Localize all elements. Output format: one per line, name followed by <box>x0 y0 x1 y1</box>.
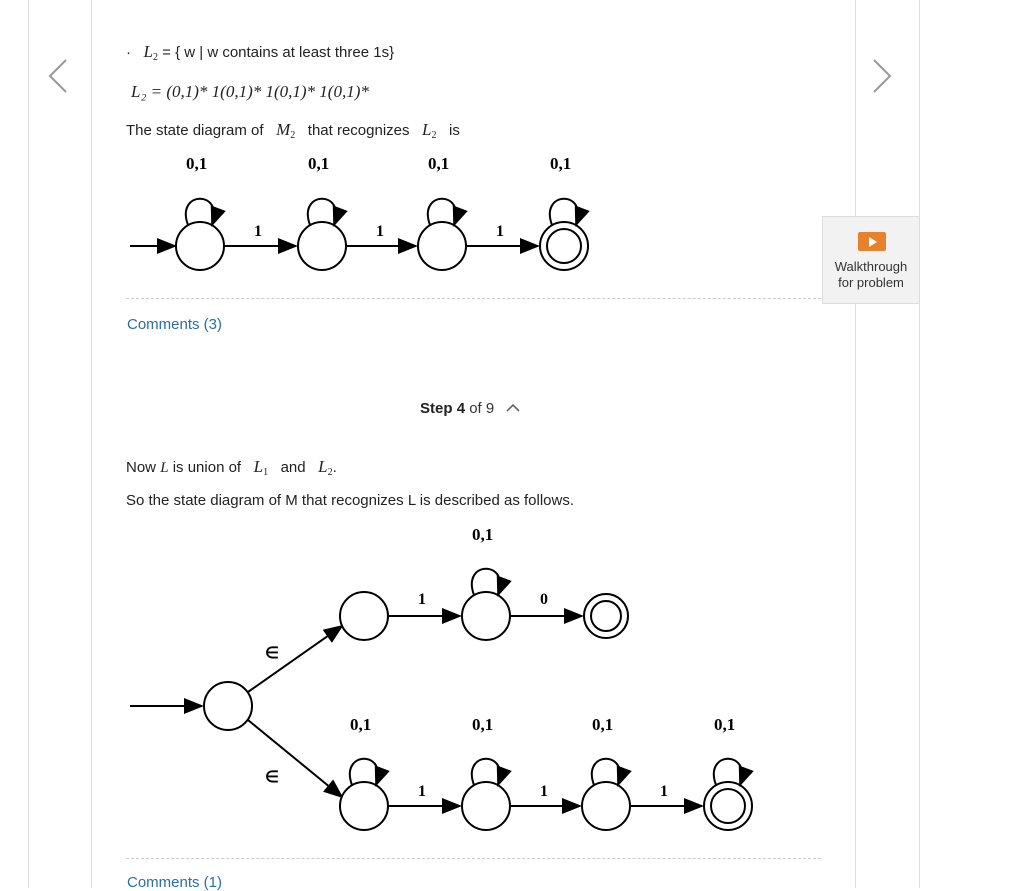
state-q3-accept <box>540 199 588 270</box>
upper-edge-label-2: 0 <box>540 591 548 608</box>
lower-loop-label-4: 0,1 <box>714 715 736 734</box>
epsilon-label-lower: ∈ <box>265 769 279 786</box>
l1-symbol: L <box>253 457 264 476</box>
bullet: · <box>126 44 131 61</box>
l2-definition-text: = { w | w contains at least three 1s} <box>162 44 395 61</box>
chevron-right-icon[interactable] <box>866 58 896 94</box>
lower-edge-label-3: 1 <box>660 783 668 800</box>
comments-link-step4[interactable]: Comments (1) <box>127 874 223 891</box>
walkthrough-button[interactable] <box>822 216 920 304</box>
desc-suffix: is <box>449 122 460 139</box>
step3-description <box>126 120 460 141</box>
state-q1 <box>298 199 346 270</box>
loop-label-q3: 0,1 <box>550 154 572 173</box>
lower-state-2 <box>462 759 510 830</box>
m2-symbol: M <box>276 120 291 139</box>
lower-loop-label-2: 0,1 <box>472 715 494 734</box>
lower-loop-label-1: 0,1 <box>350 715 372 734</box>
chevron-left-icon[interactable] <box>44 58 74 94</box>
period: . <box>332 459 337 476</box>
step-total: of 9 <box>469 400 495 417</box>
union-statement <box>126 457 337 478</box>
step-number: 4 <box>456 400 466 417</box>
step-header[interactable] <box>420 400 520 417</box>
lower-loop-label-3: 0,1 <box>592 715 614 734</box>
state-q2 <box>418 199 466 270</box>
loop-label-q0: 0,1 <box>186 154 208 173</box>
now-word: Now <box>126 459 157 476</box>
l2-symbol-b: L <box>422 120 432 139</box>
state-q0 <box>176 199 224 270</box>
step-word: Step <box>420 400 453 417</box>
loop-label-q2: 0,1 <box>428 154 450 173</box>
lower-state-1 <box>340 759 388 830</box>
m2-subscript: 2 <box>290 130 296 141</box>
chevron-up-icon[interactable] <box>506 403 520 413</box>
upper-loop-label: 0,1 <box>472 525 494 544</box>
lower-edge-label-2: 1 <box>540 783 548 800</box>
comments-link-step3[interactable]: Comments (3) <box>127 316 223 333</box>
upper-state-2 <box>462 569 510 640</box>
walkthrough-label-1: Walkthrough <box>834 259 908 274</box>
union-text: is union of <box>172 459 242 476</box>
l2-subscript-b: 2 <box>431 130 437 141</box>
divider-2 <box>126 858 821 859</box>
edge-label-2: 1 <box>376 223 384 240</box>
upper-state-3-accept <box>584 594 628 638</box>
lower-state-3 <box>582 759 630 830</box>
lower-edge-label-1: 1 <box>418 783 426 800</box>
loop-label-q1: 0,1 <box>308 154 330 173</box>
desc-prefix: The state diagram of <box>126 122 264 139</box>
l2-subscript-c: 2 <box>327 467 333 478</box>
epsilon-edge-lower <box>248 720 342 797</box>
l2-symbol: L <box>143 42 153 61</box>
l2-subscript: 2 <box>152 52 158 63</box>
epsilon-edge-upper <box>248 626 342 692</box>
start-state <box>204 682 252 730</box>
play-icon <box>858 232 886 251</box>
union-nfa-diagram <box>120 520 760 845</box>
upper-state-1 <box>340 592 388 640</box>
l2-definition <box>126 42 394 63</box>
l2-regex: L₂ = (0,1)* 1(0,1)* 1(0,1)* 1(0,1)* <box>131 82 369 101</box>
m2-state-diagram <box>120 145 620 280</box>
epsilon-label-upper: ∈ <box>265 645 279 662</box>
lower-state-4-accept <box>704 759 752 830</box>
walkthrough-label-2: for problem <box>838 275 904 290</box>
edge-label-3: 1 <box>496 223 504 240</box>
state-diagram-intro: So the state diagram of M that recognizes L is described as follows. <box>126 492 575 509</box>
divider <box>126 298 821 299</box>
desc-mid: that recognizes <box>307 122 410 139</box>
and-word: and <box>280 459 306 476</box>
l1-subscript: 1 <box>263 467 269 478</box>
l-symbol: L <box>160 460 169 476</box>
upper-edge-label-1: 1 <box>418 591 426 608</box>
l2-symbol-c: L <box>318 457 328 476</box>
edge-label-1: 1 <box>254 223 262 240</box>
